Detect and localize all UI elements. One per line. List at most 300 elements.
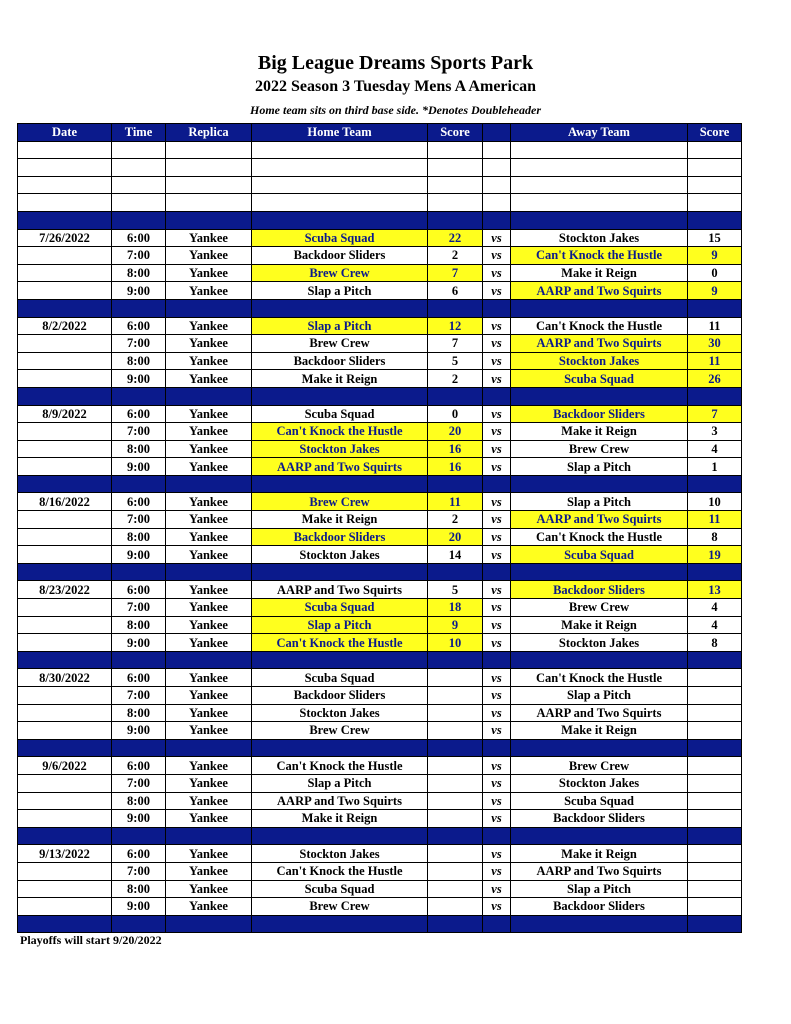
game-date: [18, 599, 112, 617]
home-score: [428, 898, 483, 916]
game-time: 9:00: [112, 282, 166, 300]
away-score: [688, 810, 742, 828]
home-team: Backdoor Sliders: [252, 528, 428, 546]
separator-cell: [166, 651, 252, 669]
separator-cell: [483, 827, 511, 845]
away-score: 30: [688, 335, 742, 353]
game-row: [18, 634, 742, 652]
away-score: 9: [688, 247, 742, 265]
vs-label: vs: [483, 511, 511, 529]
home-team: AARP and Two Squirts: [252, 581, 428, 599]
empty-cell: [252, 194, 428, 212]
separator-cell: [112, 475, 166, 493]
away-team: Can't Knock the Hustle: [511, 669, 688, 687]
game-field: Yankee: [166, 774, 252, 792]
vs-label: vs: [483, 722, 511, 740]
game-field: Yankee: [166, 687, 252, 705]
vs-label: vs: [483, 423, 511, 441]
game-time: 7:00: [112, 247, 166, 265]
game-field: Yankee: [166, 599, 252, 617]
home-team: Brew Crew: [252, 493, 428, 511]
separator-cell: [428, 827, 483, 845]
separator-cell: [18, 299, 112, 317]
vs-label: vs: [483, 810, 511, 828]
empty-cell: [252, 159, 428, 177]
game-date: [18, 352, 112, 370]
game-row: [18, 546, 742, 564]
game-time: 7:00: [112, 687, 166, 705]
separator-cell: [166, 739, 252, 757]
game-time: 8:00: [112, 704, 166, 722]
empty-cell: [166, 176, 252, 194]
home-score: 2: [428, 370, 483, 388]
blank-row: [18, 141, 742, 159]
separator-cell: [252, 739, 428, 757]
vs-label: vs: [483, 335, 511, 353]
away-score: 9: [688, 282, 742, 300]
week-separator: [18, 563, 742, 581]
home-team: Brew Crew: [252, 264, 428, 282]
game-row: [18, 669, 742, 687]
separator-cell: [483, 915, 511, 933]
vs-label: vs: [483, 317, 511, 335]
game-date: 8/23/2022: [18, 581, 112, 599]
game-field: Yankee: [166, 282, 252, 300]
home-score: 7: [428, 264, 483, 282]
away-team: Slap a Pitch: [511, 687, 688, 705]
separator-cell: [166, 211, 252, 229]
away-team: Slap a Pitch: [511, 880, 688, 898]
away-score: [688, 757, 742, 775]
col-home-team: Home Team: [252, 124, 428, 142]
empty-cell: [18, 194, 112, 212]
vs-label: vs: [483, 282, 511, 300]
game-time: 9:00: [112, 370, 166, 388]
home-score: 6: [428, 282, 483, 300]
home-team: Can't Knock the Hustle: [252, 862, 428, 880]
game-row: [18, 282, 742, 300]
game-field: Yankee: [166, 704, 252, 722]
away-score: 10: [688, 493, 742, 511]
game-field: Yankee: [166, 335, 252, 353]
game-time: 7:00: [112, 423, 166, 441]
home-team: Can't Knock the Hustle: [252, 423, 428, 441]
game-date: [18, 423, 112, 441]
separator-cell: [112, 739, 166, 757]
separator-cell: [112, 299, 166, 317]
separator-cell: [688, 475, 742, 493]
separator-cell: [511, 915, 688, 933]
col-vs: [483, 124, 511, 142]
vs-label: vs: [483, 546, 511, 564]
vs-label: vs: [483, 458, 511, 476]
separator-cell: [166, 563, 252, 581]
col-away-team: Away Team: [511, 124, 688, 142]
game-date: [18, 862, 112, 880]
page-note: Home team sits on third base side. *Denotes Doubleheader: [250, 103, 541, 117]
game-row: [18, 898, 742, 916]
game-field: Yankee: [166, 792, 252, 810]
game-field: Yankee: [166, 722, 252, 740]
header-row: [18, 124, 742, 142]
empty-cell: [166, 194, 252, 212]
home-team: Scuba Squad: [252, 599, 428, 617]
away-team: Can't Knock the Hustle: [511, 317, 688, 335]
empty-cell: [428, 159, 483, 177]
game-field: Yankee: [166, 616, 252, 634]
game-date: [18, 511, 112, 529]
home-team: Brew Crew: [252, 898, 428, 916]
separator-cell: [483, 299, 511, 317]
empty-cell: [483, 159, 511, 177]
separator-cell: [428, 915, 483, 933]
game-time: 8:00: [112, 264, 166, 282]
separator-cell: [428, 651, 483, 669]
game-date: [18, 528, 112, 546]
away-score: [688, 704, 742, 722]
separator-cell: [112, 827, 166, 845]
away-score: [688, 774, 742, 792]
game-row: [18, 405, 742, 423]
vs-label: vs: [483, 669, 511, 687]
game-row: [18, 845, 742, 863]
game-date: [18, 810, 112, 828]
separator-cell: [112, 915, 166, 933]
home-score: [428, 845, 483, 863]
away-team: Make it Reign: [511, 845, 688, 863]
game-row: [18, 335, 742, 353]
vs-label: vs: [483, 880, 511, 898]
empty-cell: [688, 194, 742, 212]
game-time: 6:00: [112, 757, 166, 775]
col-date: Date: [18, 124, 112, 142]
game-date: 8/9/2022: [18, 405, 112, 423]
away-score: 4: [688, 599, 742, 617]
game-date: 9/6/2022: [18, 757, 112, 775]
vs-label: vs: [483, 792, 511, 810]
home-team: Stockton Jakes: [252, 546, 428, 564]
game-row: [18, 423, 742, 441]
game-date: [18, 880, 112, 898]
game-row: [18, 810, 742, 828]
game-time: 9:00: [112, 810, 166, 828]
game-row: [18, 722, 742, 740]
away-score: 11: [688, 352, 742, 370]
separator-cell: [18, 827, 112, 845]
separator-cell: [112, 211, 166, 229]
home-score: [428, 880, 483, 898]
separator-cell: [252, 475, 428, 493]
vs-label: vs: [483, 528, 511, 546]
separator-cell: [483, 563, 511, 581]
separator-cell: [511, 475, 688, 493]
game-time: 8:00: [112, 616, 166, 634]
separator-cell: [688, 299, 742, 317]
away-score: 3: [688, 423, 742, 441]
empty-cell: [511, 159, 688, 177]
away-team: AARP and Two Squirts: [511, 704, 688, 722]
vs-label: vs: [483, 599, 511, 617]
home-score: 14: [428, 546, 483, 564]
game-row: [18, 687, 742, 705]
away-team: Make it Reign: [511, 722, 688, 740]
home-team: Scuba Squad: [252, 669, 428, 687]
game-time: 9:00: [112, 898, 166, 916]
away-score: [688, 722, 742, 740]
col-replica: Replica: [166, 124, 252, 142]
separator-cell: [511, 387, 688, 405]
separator-cell: [688, 915, 742, 933]
game-date: 7/26/2022: [18, 229, 112, 247]
home-team: Make it Reign: [252, 810, 428, 828]
empty-cell: [112, 141, 166, 159]
separator-cell: [483, 475, 511, 493]
vs-label: vs: [483, 634, 511, 652]
home-score: 18: [428, 599, 483, 617]
col-home-score: Score: [428, 124, 483, 142]
away-score: 8: [688, 634, 742, 652]
game-time: 6:00: [112, 669, 166, 687]
separator-cell: [166, 827, 252, 845]
away-score: 1: [688, 458, 742, 476]
blank-row: [18, 159, 742, 177]
empty-cell: [511, 141, 688, 159]
game-date: [18, 898, 112, 916]
game-field: Yankee: [166, 370, 252, 388]
separator-cell: [428, 563, 483, 581]
game-date: 8/16/2022: [18, 493, 112, 511]
away-team: Can't Knock the Hustle: [511, 528, 688, 546]
separator-cell: [18, 563, 112, 581]
home-score: [428, 774, 483, 792]
game-row: [18, 757, 742, 775]
away-score: 7: [688, 405, 742, 423]
home-team: Make it Reign: [252, 511, 428, 529]
empty-cell: [511, 194, 688, 212]
home-score: 5: [428, 352, 483, 370]
game-row: [18, 862, 742, 880]
empty-cell: [483, 176, 511, 194]
away-team: AARP and Two Squirts: [511, 511, 688, 529]
blank-row: [18, 176, 742, 194]
game-time: 7:00: [112, 599, 166, 617]
game-time: 6:00: [112, 845, 166, 863]
separator-cell: [18, 739, 112, 757]
game-field: Yankee: [166, 845, 252, 863]
game-row: [18, 458, 742, 476]
away-team: AARP and Two Squirts: [511, 282, 688, 300]
game-field: Yankee: [166, 440, 252, 458]
game-field: Yankee: [166, 423, 252, 441]
separator-cell: [166, 915, 252, 933]
game-date: [18, 264, 112, 282]
away-team: Scuba Squad: [511, 792, 688, 810]
col-away-score: Score: [688, 124, 742, 142]
game-date: [18, 546, 112, 564]
home-team: Backdoor Sliders: [252, 247, 428, 265]
game-row: [18, 440, 742, 458]
game-field: Yankee: [166, 229, 252, 247]
home-team: Can't Knock the Hustle: [252, 757, 428, 775]
away-score: [688, 687, 742, 705]
empty-cell: [252, 141, 428, 159]
away-team: AARP and Two Squirts: [511, 335, 688, 353]
separator-cell: [252, 387, 428, 405]
away-team: Make it Reign: [511, 264, 688, 282]
game-time: 9:00: [112, 634, 166, 652]
game-date: 8/2/2022: [18, 317, 112, 335]
separator-cell: [511, 827, 688, 845]
away-team: Slap a Pitch: [511, 458, 688, 476]
empty-cell: [112, 176, 166, 194]
schedule-body: [18, 141, 742, 933]
separator-cell: [112, 651, 166, 669]
home-team: AARP and Two Squirts: [252, 792, 428, 810]
empty-cell: [18, 159, 112, 177]
empty-cell: [112, 194, 166, 212]
home-team: Scuba Squad: [252, 229, 428, 247]
blank-row: [18, 194, 742, 212]
home-score: 16: [428, 458, 483, 476]
away-score: [688, 880, 742, 898]
away-team: Scuba Squad: [511, 546, 688, 564]
game-row: [18, 247, 742, 265]
game-date: [18, 247, 112, 265]
game-date: [18, 440, 112, 458]
separator-cell: [688, 387, 742, 405]
vs-label: vs: [483, 704, 511, 722]
home-score: 11: [428, 493, 483, 511]
home-team: Scuba Squad: [252, 405, 428, 423]
game-time: 8:00: [112, 880, 166, 898]
separator-cell: [428, 299, 483, 317]
separator-cell: [252, 827, 428, 845]
away-score: 4: [688, 440, 742, 458]
separator-cell: [428, 211, 483, 229]
game-row: [18, 774, 742, 792]
away-team: Backdoor Sliders: [511, 898, 688, 916]
game-time: 7:00: [112, 335, 166, 353]
away-team: Stockton Jakes: [511, 229, 688, 247]
home-score: 5: [428, 581, 483, 599]
vs-label: vs: [483, 845, 511, 863]
separator-cell: [112, 563, 166, 581]
game-time: 6:00: [112, 405, 166, 423]
home-score: [428, 722, 483, 740]
home-score: [428, 792, 483, 810]
empty-cell: [166, 159, 252, 177]
game-date: [18, 335, 112, 353]
vs-label: vs: [483, 405, 511, 423]
separator-cell: [252, 211, 428, 229]
empty-cell: [428, 194, 483, 212]
home-score: 20: [428, 528, 483, 546]
game-row: [18, 229, 742, 247]
game-time: 8:00: [112, 440, 166, 458]
game-time: 8:00: [112, 528, 166, 546]
game-row: [18, 493, 742, 511]
home-team: Stockton Jakes: [252, 704, 428, 722]
empty-cell: [166, 141, 252, 159]
separator-cell: [252, 915, 428, 933]
away-team: Make it Reign: [511, 616, 688, 634]
separator-cell: [688, 739, 742, 757]
vs-label: vs: [483, 774, 511, 792]
col-time: Time: [112, 124, 166, 142]
away-team: Backdoor Sliders: [511, 581, 688, 599]
game-date: [18, 687, 112, 705]
week-separator: [18, 915, 742, 933]
away-team: Backdoor Sliders: [511, 405, 688, 423]
home-team: Make it Reign: [252, 370, 428, 388]
week-separator: [18, 651, 742, 669]
separator-cell: [511, 563, 688, 581]
away-team: Stockton Jakes: [511, 352, 688, 370]
game-field: Yankee: [166, 352, 252, 370]
home-team: Brew Crew: [252, 335, 428, 353]
empty-cell: [688, 176, 742, 194]
game-field: Yankee: [166, 458, 252, 476]
vs-label: vs: [483, 757, 511, 775]
vs-label: vs: [483, 862, 511, 880]
separator-cell: [18, 387, 112, 405]
separator-cell: [428, 387, 483, 405]
schedule-table: [17, 123, 742, 933]
away-score: 15: [688, 229, 742, 247]
separator-cell: [18, 211, 112, 229]
away-score: [688, 669, 742, 687]
home-team: Slap a Pitch: [252, 317, 428, 335]
empty-cell: [483, 141, 511, 159]
game-field: Yankee: [166, 898, 252, 916]
game-date: [18, 370, 112, 388]
empty-cell: [428, 141, 483, 159]
empty-cell: [688, 159, 742, 177]
home-team: Slap a Pitch: [252, 774, 428, 792]
home-score: 2: [428, 511, 483, 529]
game-field: Yankee: [166, 581, 252, 599]
home-score: [428, 704, 483, 722]
separator-cell: [688, 651, 742, 669]
vs-label: vs: [483, 370, 511, 388]
away-score: 11: [688, 317, 742, 335]
week-separator: [18, 827, 742, 845]
empty-cell: [688, 141, 742, 159]
home-score: [428, 810, 483, 828]
separator-cell: [483, 211, 511, 229]
game-date: 8/30/2022: [18, 669, 112, 687]
game-row: [18, 581, 742, 599]
separator-cell: [252, 299, 428, 317]
week-separator: [18, 299, 742, 317]
away-team: Slap a Pitch: [511, 493, 688, 511]
game-time: 7:00: [112, 862, 166, 880]
game-row: [18, 599, 742, 617]
separator-cell: [18, 915, 112, 933]
vs-label: vs: [483, 247, 511, 265]
game-field: Yankee: [166, 405, 252, 423]
away-score: [688, 862, 742, 880]
away-team: Scuba Squad: [511, 370, 688, 388]
vs-label: vs: [483, 264, 511, 282]
home-team: Backdoor Sliders: [252, 687, 428, 705]
game-row: [18, 704, 742, 722]
empty-cell: [483, 194, 511, 212]
empty-cell: [511, 176, 688, 194]
game-row: [18, 792, 742, 810]
home-team: Slap a Pitch: [252, 616, 428, 634]
separator-cell: [688, 211, 742, 229]
